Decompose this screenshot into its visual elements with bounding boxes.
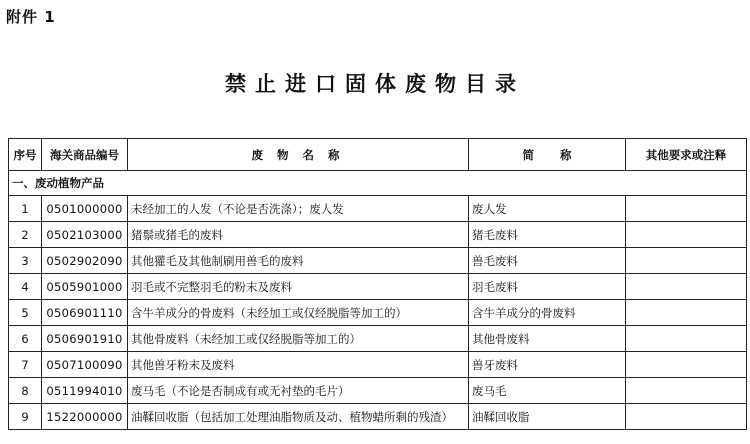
table-row xyxy=(9,404,747,430)
table-row xyxy=(9,300,747,326)
attachment-label: 附件 1 xyxy=(6,8,56,26)
cell-waste-name: 其他兽牙粉末及废料 xyxy=(128,352,469,378)
cell-serial-no: 3 xyxy=(9,248,42,274)
table-row xyxy=(9,378,747,404)
cell-waste-name: 油鞣回收脂（包括加工处理油脂物质及动、植物蜡所剩的残渣） xyxy=(128,404,469,430)
cell-abbreviation: 羽毛废料 xyxy=(469,274,626,300)
table-row xyxy=(9,196,747,222)
header-abbreviation-part-1: 简 xyxy=(522,147,534,162)
table-row xyxy=(9,352,747,378)
cell-waste-name: 羽毛或不完整羽毛的粉末及废料 xyxy=(128,274,469,300)
document-title: 禁止进口固体废物目录 xyxy=(225,72,525,96)
cell-remarks xyxy=(626,222,747,248)
cell-serial-no: 2 xyxy=(9,222,42,248)
cell-remarks xyxy=(626,378,747,404)
cell-abbreviation: 油鞣回收脂 xyxy=(469,404,626,430)
cell-remarks xyxy=(626,404,747,430)
header-customs-code: 海关商品编号 xyxy=(42,139,128,171)
header-abbreviation-part-2: 称 xyxy=(560,147,572,162)
waste-catalog-table xyxy=(8,138,747,430)
cell-waste-name: 未经加工的人发（不论是否洗涤）；废人发 xyxy=(128,196,469,222)
cell-remarks xyxy=(626,248,747,274)
cell-remarks xyxy=(626,300,747,326)
header-remarks: 其他要求或注释 xyxy=(626,139,747,171)
cell-abbreviation: 兽牙废料 xyxy=(469,352,626,378)
cell-remarks xyxy=(626,196,747,222)
header-waste-name: 废 物 名 称 xyxy=(128,139,469,171)
cell-customs-code: 0502902090 xyxy=(42,248,128,274)
cell-serial-no: 7 xyxy=(9,352,42,378)
cell-abbreviation: 废马毛 xyxy=(469,378,626,404)
cell-remarks xyxy=(626,352,747,378)
cell-abbreviation: 猪毛废料 xyxy=(469,222,626,248)
cell-waste-name: 其他獾毛及其他制刷用兽毛的废料 xyxy=(128,248,469,274)
cell-serial-no: 5 xyxy=(9,300,42,326)
cell-abbreviation: 含牛羊成分的骨废料 xyxy=(469,300,626,326)
section-title: 一、废动植物产品 xyxy=(9,171,747,196)
cell-customs-code: 0501000000 xyxy=(42,196,128,222)
cell-abbreviation: 兽毛废料 xyxy=(469,248,626,274)
cell-serial-no: 1 xyxy=(9,196,42,222)
cell-waste-name: 猪鬃或猪毛的废料 xyxy=(128,222,469,248)
table-row xyxy=(9,222,747,248)
section-row xyxy=(9,171,747,196)
table-header-row xyxy=(9,139,747,171)
table-row xyxy=(9,326,747,352)
cell-customs-code: 0502103000 xyxy=(42,222,128,248)
cell-customs-code: 0511994010 xyxy=(42,378,128,404)
cell-remarks xyxy=(626,274,747,300)
header-abbreviation xyxy=(469,139,626,171)
cell-serial-no: 9 xyxy=(9,404,42,430)
cell-abbreviation: 废人发 xyxy=(469,196,626,222)
cell-customs-code: 0505901000 xyxy=(42,274,128,300)
cell-customs-code: 1522000000 xyxy=(42,404,128,430)
cell-serial-no: 8 xyxy=(9,378,42,404)
cell-customs-code: 0506901910 xyxy=(42,326,128,352)
cell-abbreviation: 其他骨废料 xyxy=(469,326,626,352)
cell-serial-no: 6 xyxy=(9,326,42,352)
cell-waste-name: 其他骨废料（未经加工或仅经脱脂等加工的） xyxy=(128,326,469,352)
cell-remarks xyxy=(626,326,747,352)
table-row xyxy=(9,248,747,274)
cell-customs-code: 0507100090 xyxy=(42,352,128,378)
cell-customs-code: 0506901110 xyxy=(42,300,128,326)
table-row xyxy=(9,274,747,300)
cell-waste-name: 废马毛（不论是否制成有或无衬垫的毛片） xyxy=(128,378,469,404)
cell-waste-name: 含牛羊成分的骨废料（未经加工或仅经脱脂等加工的） xyxy=(128,300,469,326)
cell-serial-no: 4 xyxy=(9,274,42,300)
header-serial-no: 序号 xyxy=(9,139,42,171)
